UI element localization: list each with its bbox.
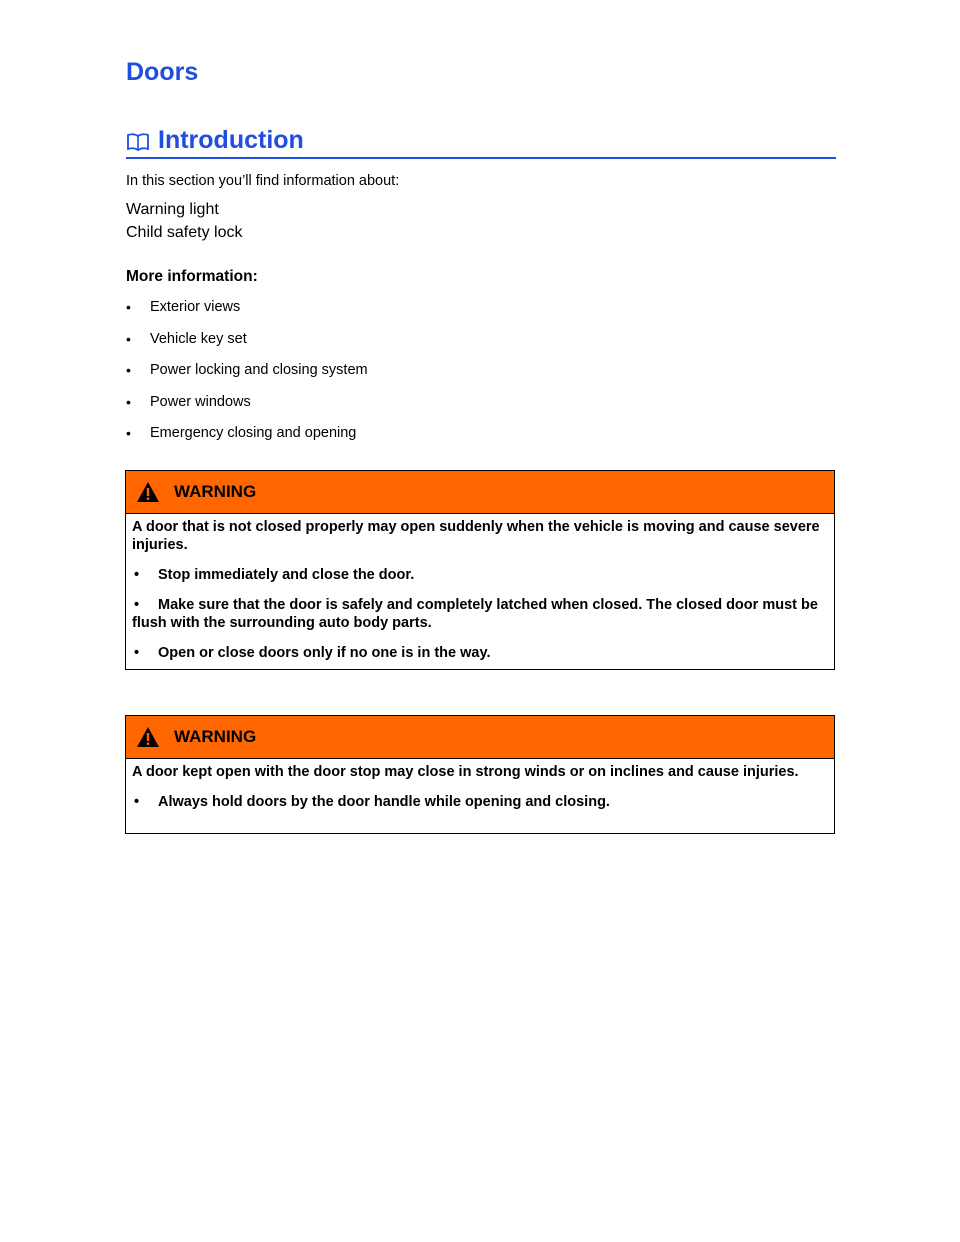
bullet-dot-icon: • xyxy=(134,597,140,613)
bullet-dot-icon: • xyxy=(126,299,131,315)
warning-bullet: • Stop immediately and close the door. xyxy=(134,567,415,583)
more-info-link[interactable]: Vehicle key set xyxy=(150,330,247,347)
list-item xyxy=(126,331,368,363)
bullet-dot-icon: • xyxy=(126,362,131,379)
more-info-link[interactable]: Emergency closing and opening xyxy=(150,425,357,442)
warning-body xyxy=(126,514,834,662)
section-heading-text: Introduction xyxy=(158,126,304,154)
section-heading xyxy=(126,126,836,159)
more-info-list xyxy=(126,299,368,457)
topic-list xyxy=(126,198,243,244)
warning-body xyxy=(126,759,834,811)
warning-header xyxy=(126,471,834,514)
more-info-link[interactable]: Power locking and closing system xyxy=(150,362,368,379)
warning-label: WARNING xyxy=(174,482,257,501)
list-item xyxy=(126,362,368,394)
topic-link[interactable]: Child safety lock xyxy=(126,224,243,241)
bullet-dot-icon: • xyxy=(134,567,140,583)
bullet-dot-icon: • xyxy=(126,425,131,442)
more-info-link[interactable]: Power windows xyxy=(150,393,251,410)
bullet-dot-icon: • xyxy=(134,794,140,810)
warning-intro: A door kept open with the door stop may close in strong winds or on inclines and cause injuries. xyxy=(132,764,799,780)
bullet-dot-icon: • xyxy=(126,393,131,410)
warning-intro: A door that is not closed properly may open suddenly when the vehicle is moving and cause severe injuries. xyxy=(132,519,820,553)
page-title: Doors xyxy=(126,58,199,86)
warning-bullet: • Open or close doors only if no one is in the way. xyxy=(134,645,491,661)
list-item xyxy=(126,394,368,426)
more-info-link[interactable]: Exterior views xyxy=(150,299,241,315)
warning-label: WARNING xyxy=(174,727,257,746)
book-icon xyxy=(126,132,150,152)
warning-box xyxy=(125,715,835,834)
warning-bullet: • Always hold doors by the door handle while opening and closing. xyxy=(134,794,610,810)
list-item xyxy=(126,425,368,457)
bullet-dot-icon: • xyxy=(126,330,131,347)
bullet-dot-icon: • xyxy=(134,645,140,661)
warning-triangle-icon xyxy=(136,481,160,503)
warning-box xyxy=(125,470,835,670)
lead-text: In this section you’ll find information about: xyxy=(126,173,400,189)
warning-bullet: • Make sure that the door is safely and completely latched when closed. The closed door must be flush with the surrounding auto body parts. xyxy=(132,597,818,631)
warning-header xyxy=(126,716,834,759)
topic-link[interactable]: Warning light xyxy=(126,201,219,218)
warning-triangle-icon xyxy=(136,726,160,748)
list-item xyxy=(126,299,368,331)
more-info-title: More information: xyxy=(126,268,258,285)
